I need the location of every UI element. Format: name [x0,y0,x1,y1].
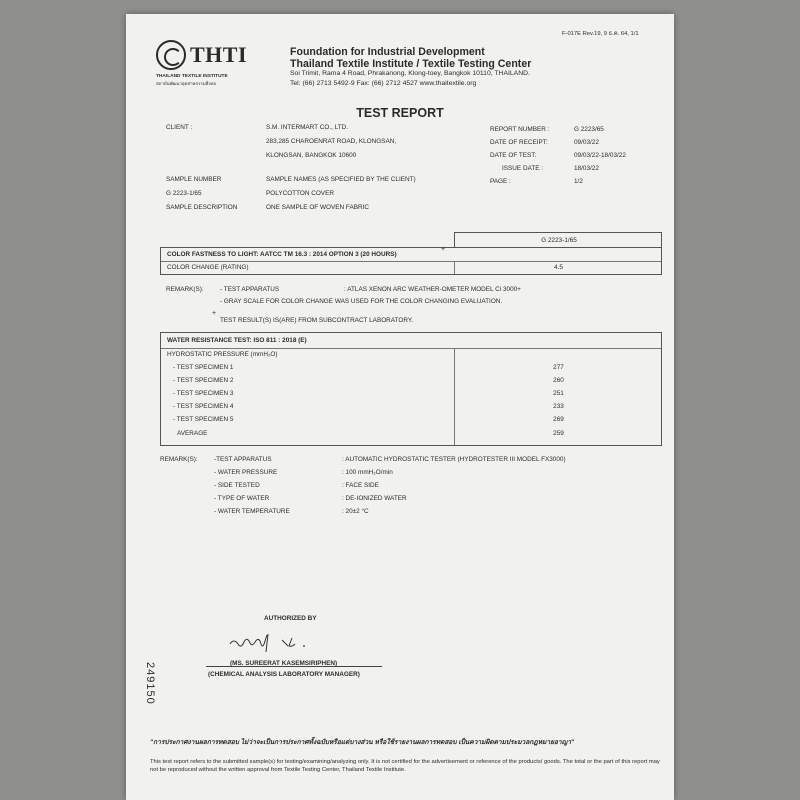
specimen-3-label: - TEST SPECIMEN 3 [173,390,234,397]
meta-report-number-value: G 2223/65 [574,126,604,133]
remarks-1-apparatus-label: - TEST APPARATUS [220,286,280,293]
specimen-1-value: 277 [553,364,564,371]
signatory-title: (CHEMICAL ANALYSIS LABORATORY MANAGER) [208,671,360,678]
remarks-2-water-type-label: - TYPE OF WATER [214,495,270,502]
average-value: 259 [553,430,564,437]
meta-issue-date-value: 18/03/22 [574,165,599,172]
average-label: AVERAGE [177,430,208,437]
specimen-5-label: - TEST SPECIMEN 5 [173,416,234,423]
remarks-2-side-label: - SIDE TESTED [214,482,260,489]
specimen-4-label: - TEST SPECIMEN 4 [173,403,234,410]
hydrostatic-pressure-label: HYDROSTATIC PRESSURE (mmH₂O) [167,351,278,358]
specimen-3-value: 251 [553,390,564,397]
specimen-2-label: - TEST SPECIMEN 2 [173,377,234,384]
water-test-name: WATER RESISTANCE TEST: ISO 811 : 2018 (E) [167,337,307,344]
meta-test-date-label: DATE OF TEST: [490,152,537,159]
remarks-2-apparatus-value: : AUTOMATIC HYDROSTATIC TESTER (HYDROTESTER III MODEL FX3000) [342,456,566,463]
remarks-2-apparatus-label: -TEST APPARATUS [214,456,272,463]
sample-description: ONE SAMPLE OF WOVEN FABRIC [266,204,369,211]
light-test-name: COLOR FASTNESS TO LIGHT: AATCC TM 16.3 : 2014 OPTION 3 (20 HOURS) [167,251,397,258]
serial-number: 249150 [144,662,156,705]
thai-legal-notice: "การประกาศงานผลการทดสอบ ไม่ว่าจะเป็นการประกาศทั้งฉบับหรือแต่บางส่วน หรือใช้รายงานผลการทดสอบ เป็นความผิดตามประมวลกฎหมายอาญา" [150,739,575,746]
client-address-1: 283,285 CHAROENRAT ROAD, KLONGSAN, [266,138,397,145]
meta-page-value: 1/2 [574,178,583,185]
meta-issue-date-label: ISSUE DATE : [502,165,544,172]
logo-brand: THTI [190,42,248,67]
remarks-2-pressure-value: : 100 mmH₂O/min [342,469,393,476]
client-label: CLIENT : [166,124,193,131]
disclaimer: This test report refers to the submitted sample(s) for testing/examining/analyzing only. It is not certified for the advertisement or reference of the products/ goods. The total or the part of this report may not be reproduced without the written approval from Textile Testing Center, Thailand Textile Institute. [150,759,660,773]
light-subcontract-mark: + [441,246,446,253]
remarks-1-label: REMARK(S): [166,286,204,293]
specimen-5-value: 269 [553,416,564,423]
signatory-name: (MS. SUREERAT KASEMSIRIPHEN) [230,660,338,667]
color-change-label: COLOR CHANGE (RATING) [167,264,249,271]
sample-description-label: SAMPLE DESCRIPTION [166,204,238,211]
sample-number: G 2223-1/65 [166,190,202,197]
logo-institute-th: สถาบันพัฒนาอุตสาหกรรมสิ่งทอ [156,81,217,86]
water-table [160,332,662,446]
remarks-2-side-value: : FACE SIDE [342,482,379,489]
org-line-2: Thailand Textile Institute / Textile Testing Center [290,58,532,70]
color-change-value: 4.5 [554,264,563,271]
logo-institute-en: THAILAND TEXTILE INSTITUTE [156,74,228,79]
remarks-2-pressure-label: - WATER PRESSURE [214,469,278,476]
specimen-1-label: - TEST SPECIMEN 1 [173,364,234,371]
authorized-by-label: AUTHORIZED BY [264,615,317,622]
meta-page-label: PAGE : [490,178,511,185]
specimen-2-value: 260 [553,377,564,384]
meta-test-date-value: 09/03/22-18/03/22 [574,152,626,159]
specimen-4-value: 233 [553,403,564,410]
remarks-1-subcontract-mark: + [212,310,217,317]
remarks-2-label: REMARK(S): [160,456,198,463]
org-line-1: Foundation for Industrial Development [290,46,485,58]
sample-names-label: SAMPLE NAMES (AS SPECIFIED BY THE CLIENT) [266,176,416,183]
remarks-1-apparatus-value: : ATLAS XENON ARC WEATHER-OMETER MODEL Ci 3000+ [344,286,521,293]
remarks-1-gray-scale: - GRAY SCALE FOR COLOR CHANGE WAS USED FOR THE COLOR CHANGING EVALUATION. [220,298,503,305]
remarks-2-water-type-value: : DE-IONIZED WATER [342,495,407,502]
meta-report-number-label: REPORT NUMBER : [490,126,550,133]
signature-image [226,628,316,654]
sample-number-label: SAMPLE NUMBER [166,176,222,183]
remarks-2-temperature-label: - WATER TEMPERATURE [214,508,290,515]
org-address: Soi Trimit, Rama 4 Road, Phrakanong, Klong-toey, Bangkok 10110, THAILAND. [290,70,530,77]
client-address-2: KLONGSAN, BANGKOK 10600 [266,152,357,159]
page-title: TEST REPORT [356,106,444,120]
report-page [126,14,674,800]
thti-logo [156,38,252,90]
meta-receipt-date-label: DATE OF RECEIPT: [490,139,548,146]
remarks-2-temperature-value: : 20±2 °C [342,508,369,515]
meta-receipt-date-value: 09/03/22 [574,139,599,146]
light-table-header-cell [454,232,662,247]
light-table [160,247,662,275]
client-name: S.M. INTERMART CO., LTD. [266,124,349,131]
logo-seal-icon [156,40,186,70]
sample-name: POLYCOTTON COVER [266,190,334,197]
org-contact: Tel: (66) 2713 5492-9 Fax: (66) 2712 4527 www.thaitextile.org [290,80,477,87]
document-reference: F-017E Rev.19, 9 ธ.ค. 64, 1/1 [562,31,639,37]
remarks-1-subcontract-note: TEST RESULT(S) IS(ARE) FROM SUBCONTRACT LABORATORY. [220,317,414,324]
light-column-header: G 2223-1/65 [541,237,577,244]
